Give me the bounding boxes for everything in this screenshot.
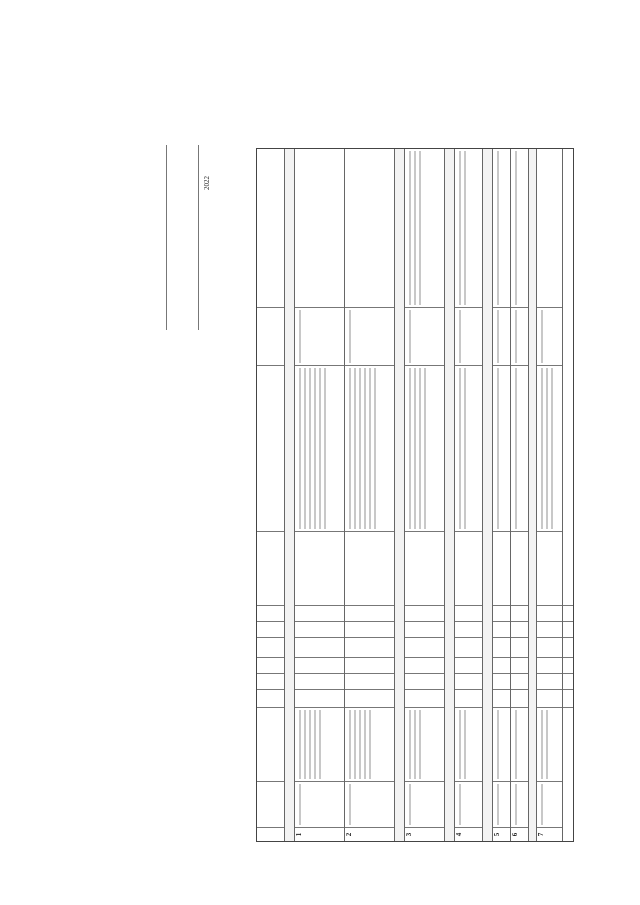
- row-measures: [455, 365, 482, 531]
- row-dtp-ndu: [537, 637, 562, 657]
- row-died: [455, 673, 482, 689]
- row-address: [493, 781, 510, 827]
- header-died: [257, 673, 284, 689]
- row-dtp-count: [537, 689, 562, 707]
- row-measures: [405, 365, 444, 531]
- row-address: [511, 781, 528, 827]
- row-dtp-kind: [455, 531, 482, 605]
- row-injured: [345, 657, 394, 673]
- row-injured-ndu: [493, 605, 510, 621]
- row-dtp-count: [405, 689, 444, 707]
- row-dtp-count: [345, 689, 394, 707]
- row-note: [493, 149, 510, 307]
- row-dtp-ndu: [345, 637, 394, 657]
- row-address: [455, 781, 482, 827]
- row-dtp-type: [455, 707, 482, 781]
- row-dtp-type: [537, 707, 562, 781]
- road-group: [445, 149, 455, 841]
- row-dtp-count: [295, 689, 344, 707]
- title-line-2: [229, 148, 240, 842]
- table-row: [295, 149, 345, 841]
- total-rest: [563, 149, 573, 605]
- row-injured: [455, 657, 482, 673]
- header-row-no: [257, 827, 284, 841]
- row-dtp-type: [511, 707, 528, 781]
- row-address: [537, 781, 562, 827]
- total-died-ndu: [563, 621, 573, 637]
- row-number: 1: [295, 827, 344, 841]
- row-dtp-kind: [511, 531, 528, 605]
- row-dtp-kind: [405, 531, 444, 605]
- row-note: [295, 149, 344, 307]
- row-died: [493, 673, 510, 689]
- row-injured: [537, 657, 562, 673]
- header-injured: [257, 657, 284, 673]
- table-row: [455, 149, 483, 841]
- table-row: [493, 149, 511, 841]
- row-deadline: [455, 307, 482, 365]
- table-header: [257, 149, 285, 841]
- road-group-title: [395, 149, 404, 841]
- row-number: 4: [455, 827, 482, 841]
- row-injured: [295, 657, 344, 673]
- road-group: [483, 149, 493, 841]
- row-died-ndu: [537, 621, 562, 637]
- row-deadline: [537, 307, 562, 365]
- row-injured: [493, 657, 510, 673]
- table-row: [537, 149, 563, 841]
- row-measures: [493, 365, 510, 531]
- road-group: [285, 149, 295, 841]
- row-died: [405, 673, 444, 689]
- row-note: [405, 149, 444, 307]
- row-dtp-kind: [295, 531, 344, 605]
- row-died-ndu: [511, 621, 528, 637]
- row-dtp-ndu: [493, 637, 510, 657]
- row-note: [455, 149, 482, 307]
- row-injured-ndu: [455, 605, 482, 621]
- row-measures: [295, 365, 344, 531]
- total-dtp-ndu: [563, 637, 573, 657]
- row-address: [295, 781, 344, 827]
- header-dtp-kind: [257, 531, 284, 605]
- row-injured: [405, 657, 444, 673]
- row-number: 2: [345, 827, 394, 841]
- row-note: [537, 149, 562, 307]
- row-address: [405, 781, 444, 827]
- row-died-ndu: [455, 621, 482, 637]
- dtp-table: [256, 148, 574, 842]
- row-deadline: [511, 307, 528, 365]
- row-dtp-type: [345, 707, 394, 781]
- header-note: [257, 149, 284, 307]
- row-injured-ndu: [295, 605, 344, 621]
- row-measures: [345, 365, 394, 531]
- date-underline: [198, 145, 199, 330]
- row-dtp-kind: [537, 531, 562, 605]
- row-number: 7: [537, 827, 562, 841]
- row-deadline: [405, 307, 444, 365]
- row-died: [537, 673, 562, 689]
- row-note: [511, 149, 528, 307]
- row-died-ndu: [345, 621, 394, 637]
- approval-label: [128, 149, 138, 326]
- approval-signature: [170, 149, 180, 326]
- row-deadline: [493, 307, 510, 365]
- total-injured-ndu: [563, 605, 573, 621]
- row-dtp-kind: [345, 531, 394, 605]
- row-died-ndu: [295, 621, 344, 637]
- table-row: [511, 149, 529, 841]
- road-group: [395, 149, 405, 841]
- row-dtp-type: [493, 707, 510, 781]
- total-injured: [563, 657, 573, 673]
- row-died-ndu: [405, 621, 444, 637]
- total-died: [563, 673, 573, 689]
- row-deadline: [295, 307, 344, 365]
- row-dtp-type: [295, 707, 344, 781]
- row-measures: [511, 365, 528, 531]
- row-note: [345, 149, 394, 307]
- row-dtp-ndu: [455, 637, 482, 657]
- road-group: [529, 149, 537, 841]
- table-row: [345, 149, 395, 841]
- header-dtp-type: [257, 707, 284, 781]
- row-died: [345, 673, 394, 689]
- title-line-3: [240, 148, 251, 842]
- row-deadline: [345, 307, 394, 365]
- row-injured-ndu: [405, 605, 444, 621]
- title-line-1: [218, 148, 229, 842]
- road-group-title: [483, 149, 492, 841]
- road-group-title: [529, 149, 536, 841]
- header-dtp-ndu: [257, 637, 284, 657]
- row-injured-ndu: [345, 605, 394, 621]
- row-dtp-ndu: [511, 637, 528, 657]
- row-injured: [511, 657, 528, 673]
- row-dtp-count: [455, 689, 482, 707]
- row-died-ndu: [493, 621, 510, 637]
- row-dtp-ndu: [295, 637, 344, 657]
- row-measures: [537, 365, 562, 531]
- header-injured-ndu: [257, 605, 284, 621]
- row-number: 6: [511, 827, 528, 841]
- approval-year: 2022: [203, 176, 211, 190]
- total-label: [563, 707, 573, 841]
- road-group-title: [285, 149, 294, 841]
- row-address: [345, 781, 394, 827]
- header-measures-list: [257, 365, 284, 531]
- header-dtp-count: [257, 689, 284, 707]
- row-dtp-ndu: [405, 637, 444, 657]
- row-injured-ndu: [537, 605, 562, 621]
- approval-stamp: [126, 145, 218, 330]
- row-died: [511, 673, 528, 689]
- header-died-ndu: [257, 621, 284, 637]
- row-dtp-type: [405, 707, 444, 781]
- table-row: [405, 149, 445, 841]
- signature-underline: [166, 145, 167, 330]
- row-dtp-count: [493, 689, 510, 707]
- row-died: [295, 673, 344, 689]
- document-title: [218, 148, 252, 842]
- header-address: [257, 781, 284, 827]
- rotated-document-sheet: [120, 140, 580, 850]
- row-number: 5: [493, 827, 510, 841]
- total-dtp-count: [563, 689, 573, 707]
- road-group-title: [445, 149, 454, 841]
- row-dtp-count: [511, 689, 528, 707]
- total-row: [563, 149, 573, 841]
- approval-position: [142, 149, 152, 326]
- row-number: 3: [405, 827, 444, 841]
- row-injured-ndu: [511, 605, 528, 621]
- row-dtp-kind: [493, 531, 510, 605]
- header-deadline: [257, 307, 284, 365]
